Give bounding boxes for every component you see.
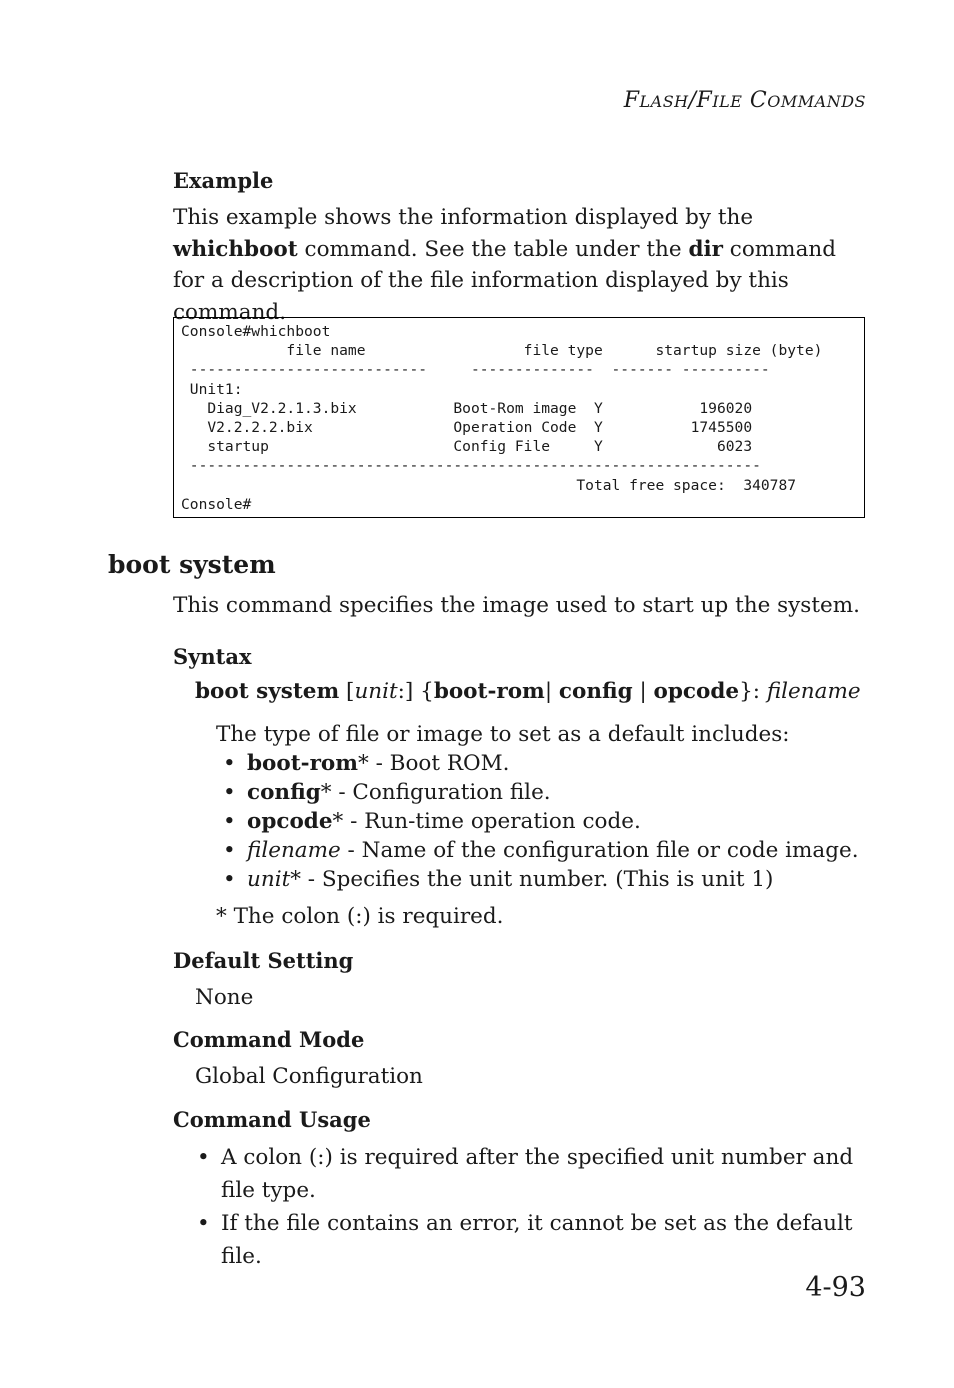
syntax-heading: Syntax xyxy=(173,644,252,669)
console-line: Unit1: xyxy=(181,380,243,398)
section-title: boot system xyxy=(108,550,276,579)
console-line: file name file type startup size (byte) xyxy=(181,342,823,360)
console-line: Diag_V2.2.1.3.bix Boot-Rom image Y 196020 xyxy=(181,399,753,417)
console-output xyxy=(173,317,865,518)
running-head-part: ILE xyxy=(712,92,743,111)
command-mode-value: Global Configuration xyxy=(195,1064,423,1089)
page-number: 4-93 xyxy=(805,1272,866,1303)
running-head-part: /F xyxy=(688,88,713,113)
running-head-part: F xyxy=(623,88,640,113)
console-line: ----------------------------------------------------------------- xyxy=(181,457,761,475)
running-head-part: C xyxy=(742,88,768,113)
example-heading: Example xyxy=(173,168,274,193)
running-head xyxy=(624,88,866,113)
console-line: Total free space: 340787 xyxy=(181,476,797,494)
example-paragraph: This example shows the information displayed by the whichboot command. See the table under the dir command for a description of the file information displayed by this command. xyxy=(173,205,836,325)
console-line: --------------------------- -------------- ------- ---------- xyxy=(181,361,770,379)
console-line: Console# xyxy=(181,495,252,513)
running-head-part: LASH xyxy=(639,92,689,111)
running-head-part: OMMANDS xyxy=(767,92,866,111)
syntax-line: boot system [unit:] {boot-rom| config | opcode}: filename xyxy=(195,679,861,704)
command-name-whichboot: whichboot xyxy=(173,236,298,262)
console-line: Console#whichboot xyxy=(181,323,331,340)
command-mode-heading: Command Mode xyxy=(173,1027,365,1052)
console-line: V2.2.2.2.bix Operation Code Y 1745500 xyxy=(181,419,753,437)
param-item: • opcode* - Run-time operation code. xyxy=(216,807,859,836)
param-item: • unit* - Specifies the unit number. (This is unit 1) xyxy=(216,865,859,894)
command-usage-heading: Command Usage xyxy=(173,1107,371,1132)
footnote: * The colon (:) is required. xyxy=(216,904,504,929)
param-list xyxy=(216,749,859,894)
usage-item: • A colon (:) is required after the specified unit number and file type. xyxy=(190,1141,890,1207)
usage-item: • If the file contains an error, it cannot be set as the default file. xyxy=(190,1207,890,1273)
param-block xyxy=(216,720,859,931)
param-item: • boot-rom* - Boot ROM. xyxy=(216,749,859,778)
console-line: startup Config File Y 6023 xyxy=(181,438,753,456)
param-item: • filename - Name of the configuration file or code image. xyxy=(216,836,859,865)
param-intro: The type of file or image to set as a default includes: xyxy=(216,722,790,747)
default-setting-heading: Default Setting xyxy=(173,948,354,973)
command-name-dir: dir xyxy=(688,236,723,262)
param-item: • config* - Configuration file. xyxy=(216,778,859,807)
usage-list xyxy=(190,1141,890,1273)
default-setting-value: None xyxy=(195,985,254,1010)
section-intro: This command specifies the image used to start up the system. xyxy=(173,593,860,618)
